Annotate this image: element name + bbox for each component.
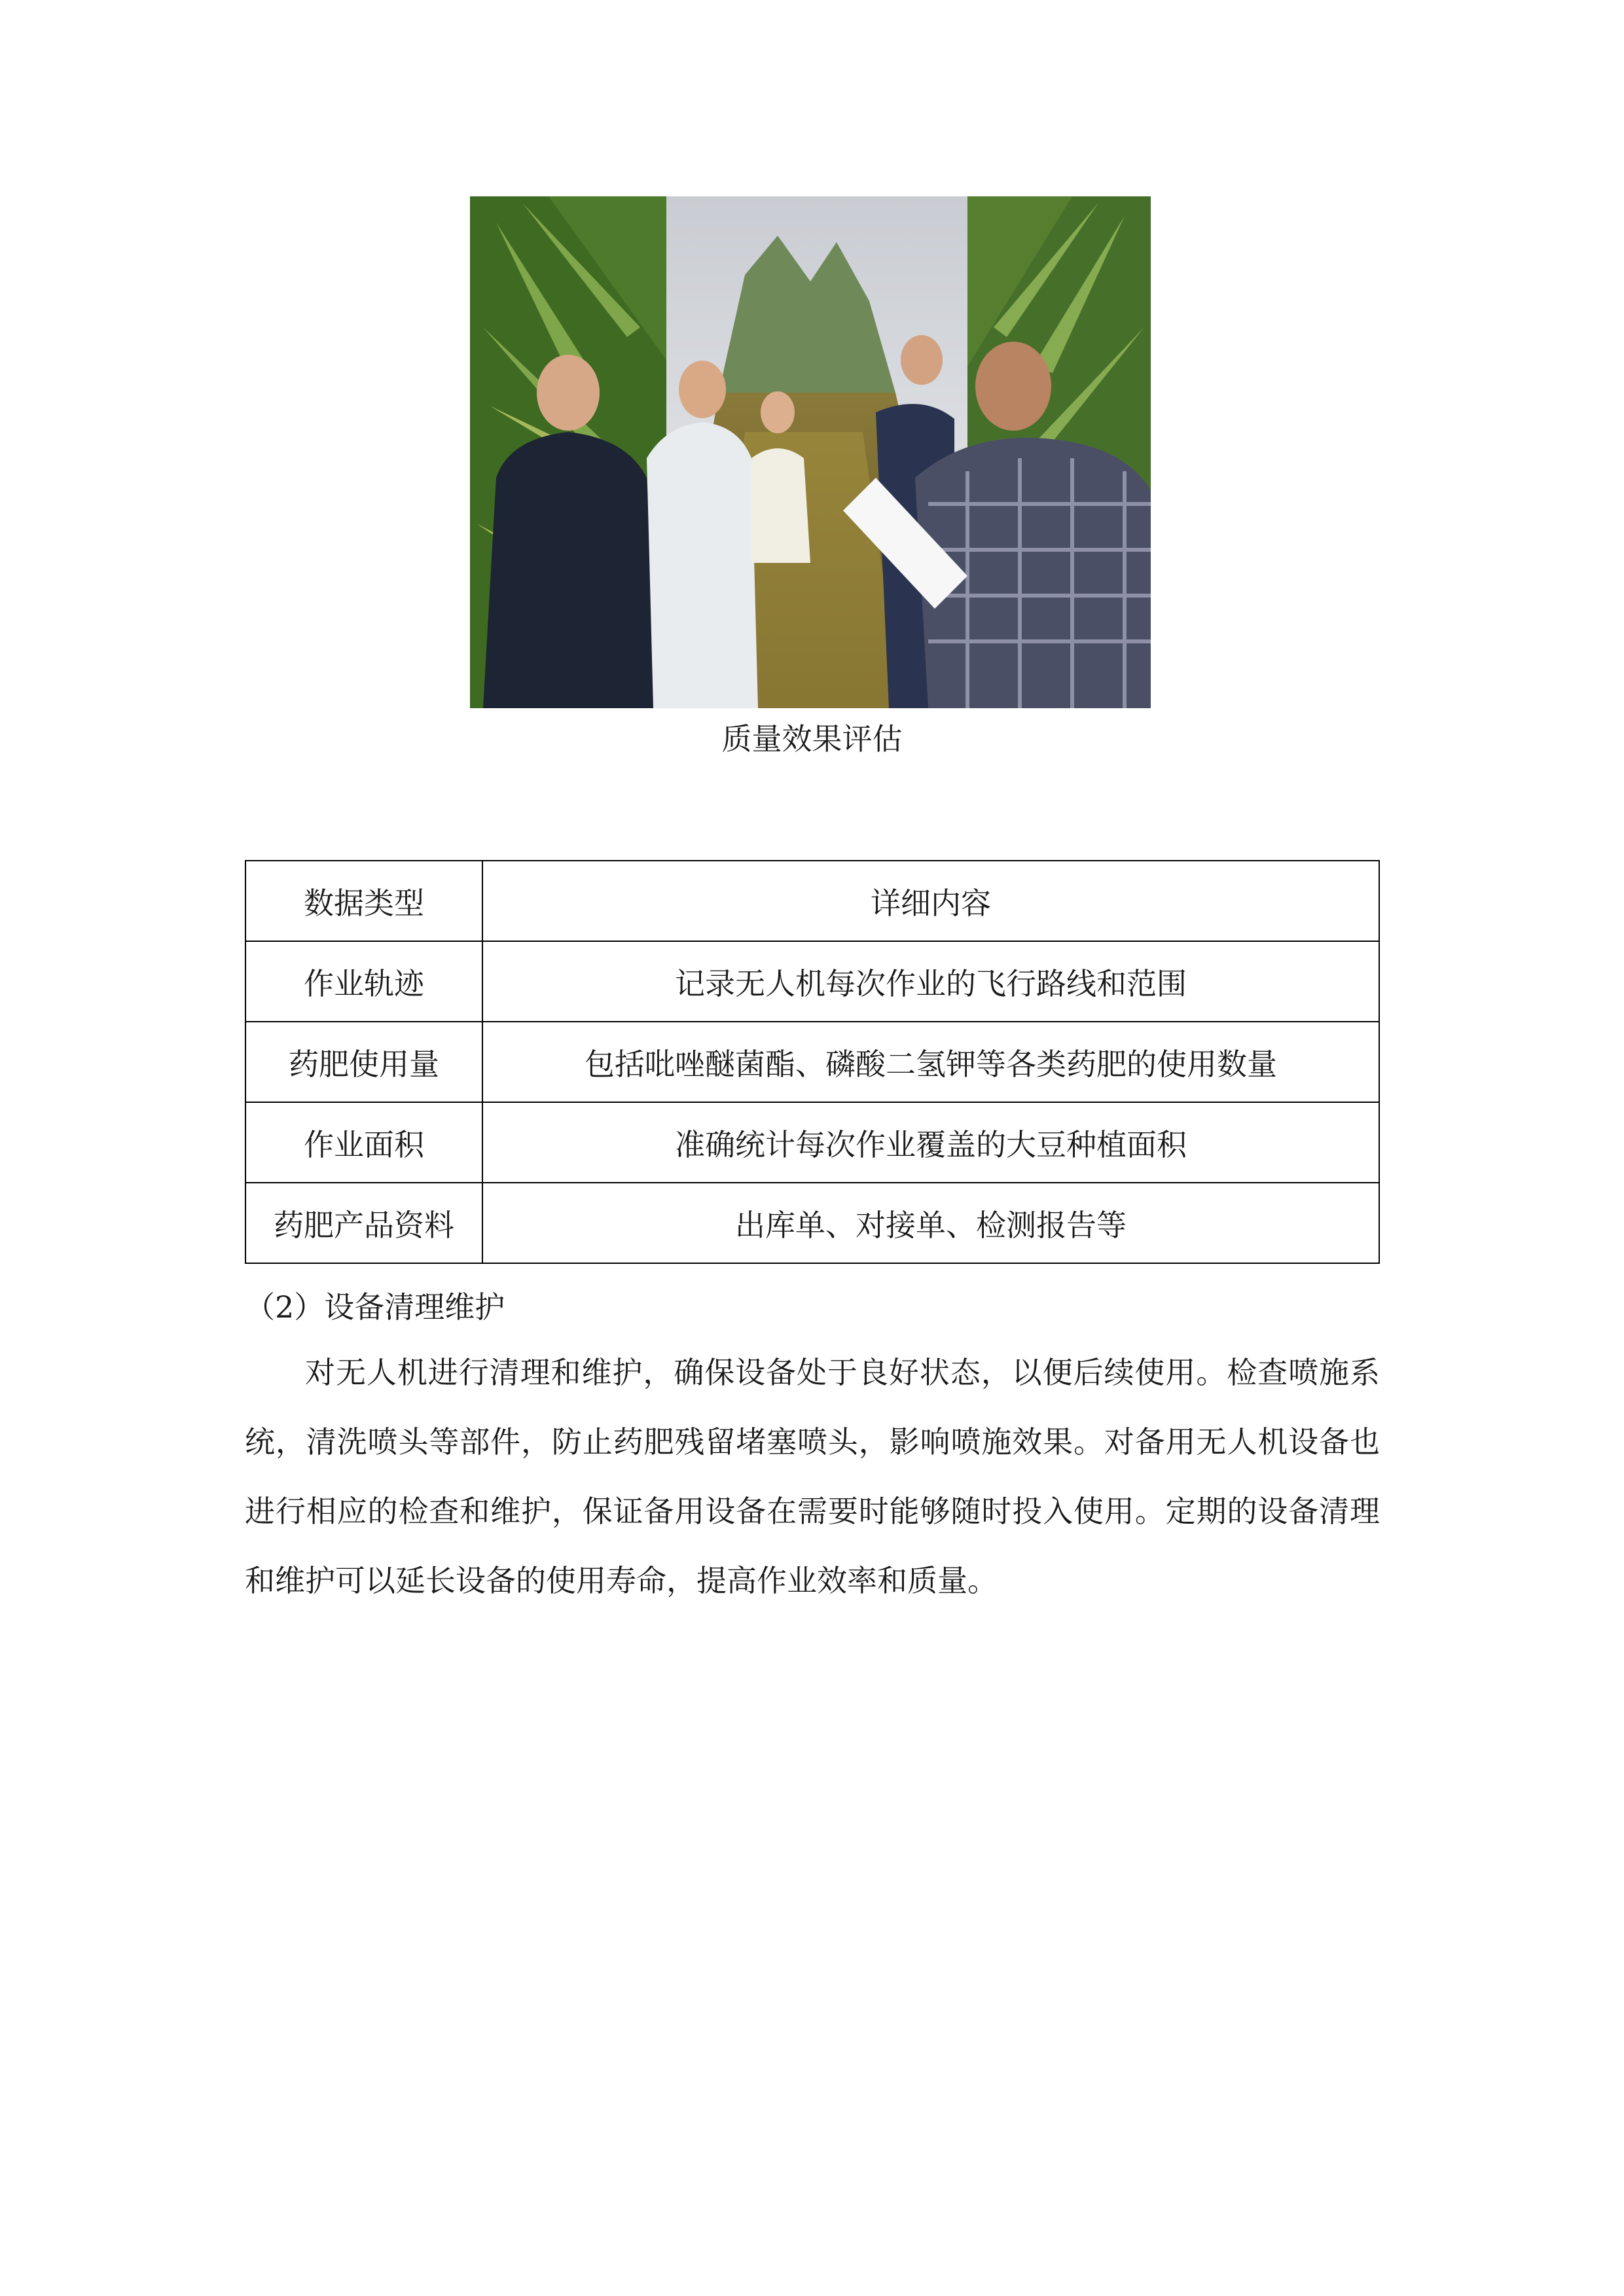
table-cell: 包括吡唑醚菌酯、磷酸二氢钾等各类药肥的使用数量: [482, 1022, 1379, 1102]
table-row: [245, 1102, 1379, 1183]
table-cell: 作业轨迹: [245, 941, 482, 1022]
table-cell: 药肥使用量: [245, 1022, 482, 1102]
figure-caption: 质量效果评估: [721, 721, 903, 757]
table-row: [245, 1183, 1379, 1263]
table-cell: 作业面积: [245, 1102, 482, 1183]
table-header-row: [245, 861, 1379, 941]
section-heading: （2）设备清理维护: [245, 1289, 505, 1325]
table-cell: 准确统计每次作业覆盖的大豆种植面积: [482, 1102, 1379, 1183]
table-header-cell: 数据类型: [245, 861, 482, 941]
table-row: [245, 1022, 1379, 1102]
table-row: [245, 941, 1379, 1022]
table-cell: 出库单、对接单、检测报告等: [482, 1183, 1379, 1263]
data-table: [245, 860, 1380, 1264]
table-cell: 药肥产品资料: [245, 1183, 482, 1263]
table-header-cell: 详细内容: [482, 861, 1379, 941]
body-paragraph: 对无人机进行清理和维护，确保设备处于良好状态，以便后续使用。检查喷施系统，清洗喷头等部件，防止药肥残留堵塞喷头，影响喷施效果。对备用无人机设备也进行相应的检查和维护，保证备用设备在需要时能够随时投入使用。定期的设备清理和维护可以延长设备的使用寿命，提高作业效率和质量。: [245, 1355, 1380, 1598]
table-cell: 记录无人机每次作业的飞行路线和范围: [482, 941, 1379, 1022]
field-inspection-image: [470, 196, 1151, 708]
field-photo: [470, 196, 1151, 708]
